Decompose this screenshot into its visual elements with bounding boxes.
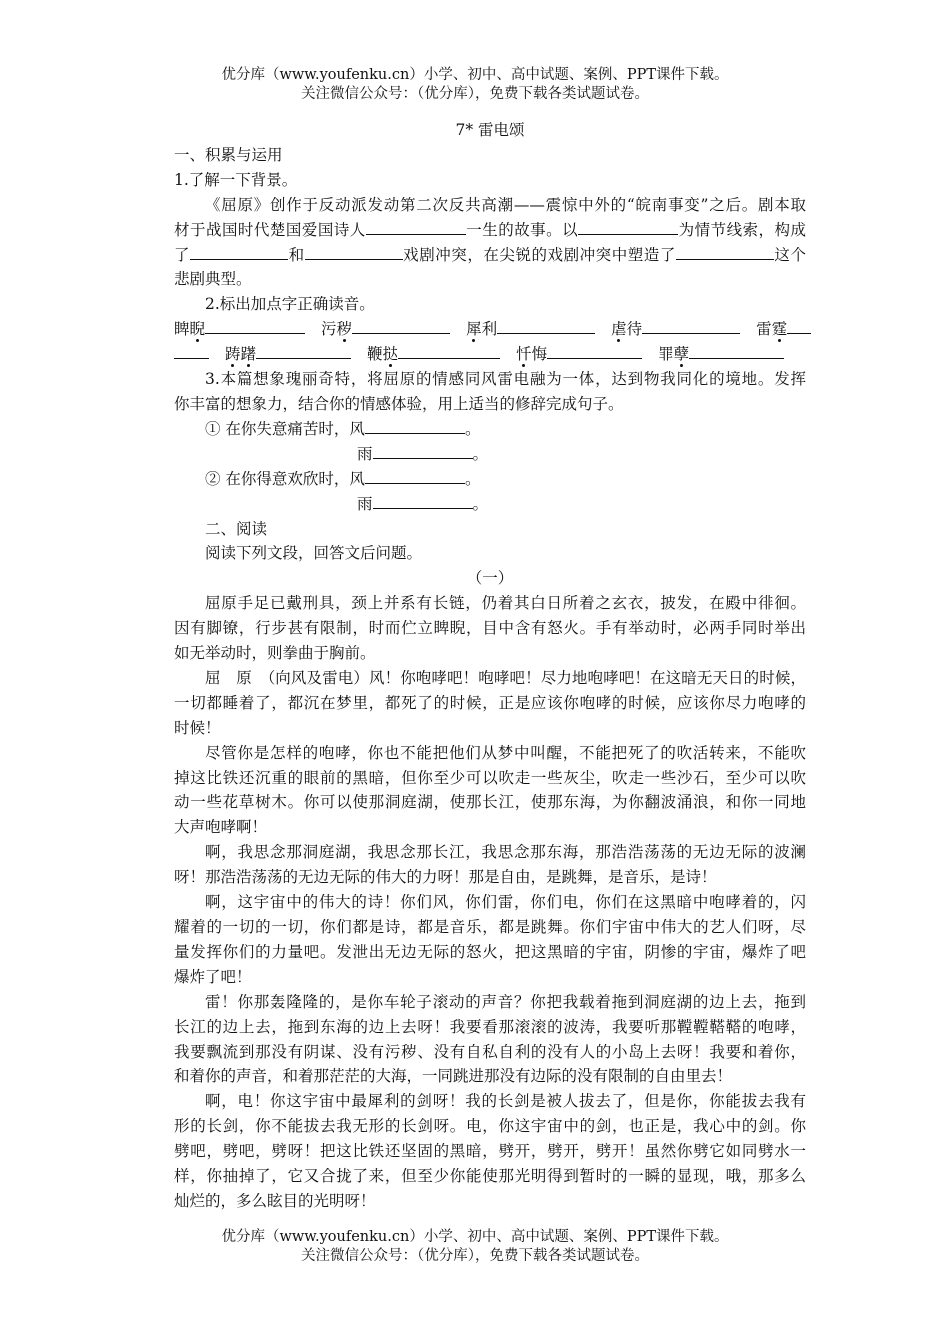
document-body <box>174 118 806 1214</box>
section-heading-1: 一、积累与运用 <box>174 145 283 164</box>
page-footer <box>0 1228 950 1266</box>
fill-blank[interactable] <box>547 343 642 359</box>
header-line-1: 优分库（www.youfenku.cn）小学、初中、高中试题、案例、PPT课件下载。 <box>221 67 729 83</box>
sentence-3: ② 在你得意欢欣时，风 。 <box>205 469 481 488</box>
fill-blank[interactable] <box>642 318 740 334</box>
word-7: 鞭挞 <box>367 345 399 364</box>
header-line-2: 关注微信公众号：（优分库），免费下载各类试题试卷。 <box>301 86 649 102</box>
passage-line: 一切都睡着了，都沉在梦里，都死了的时候，正是应该你咆哮的时候，应该你尽力咆哮的 <box>174 693 806 712</box>
q3-line-2: 你丰富的想象力，结合你的情感体验，用上适当的修辞完成句子。 <box>174 394 624 413</box>
word-8: 忏悔 <box>516 345 548 364</box>
q1-line-1: 《屈原》创作于反动派发动第二次反共高潮——震惊中外的“皖南事变”之后。剧本取 <box>205 195 806 214</box>
fill-blank[interactable] <box>689 343 784 359</box>
part-label: （一） <box>466 569 514 588</box>
passage-line: 因有脚镣，行步甚有限制，时而伫立睥睨，目中含有怒火。手有举动时，必两手同时举出 <box>174 619 806 638</box>
fill-blank[interactable] <box>578 219 678 235</box>
question-1: 1.了解一下背景。 <box>174 170 298 189</box>
passage-line: 屈 原 （向风及雷电）风！你咆哮吧！咆哮吧！尽力地咆哮吧！在这暗无天日的时候， <box>205 668 806 687</box>
page-header <box>0 66 950 104</box>
q1-line-2: 材于战国时代楚国爱国诗人 一生的故事。以 为情节线索，构成 <box>174 220 806 239</box>
passage-line: 大声咆哮啊！ <box>174 818 268 837</box>
passage-line: 动一些花草树木。你可以使那洞庭湖，使那长江，使那东海，为你翻波涌浪，和你一同地 <box>174 793 806 812</box>
passage-line: 形的长剑，你不能拔去我无形的长剑呀。电，你这宇宙中的剑，也正是，我心中的剑。你 <box>174 1117 806 1136</box>
sentence-4: 雨 。 <box>357 494 489 513</box>
pinyin-row-1 <box>174 317 806 342</box>
fill-blank[interactable] <box>365 418 465 434</box>
word-1: 睥睨 <box>174 320 206 339</box>
passage-line: 尽管你是怎样的咆哮，你也不能把他们从梦中叫醒，不能把死了的吹活转来，不能吹 <box>205 743 806 762</box>
passage-line: 掉这比铁还沉重的眼前的黑暗，但你至少可以吹走一些灰尘，吹走一些沙石，至少可以吹 <box>174 768 806 787</box>
passage-line: 灿烂的，多么眩目的光明呀！ <box>174 1191 376 1210</box>
fill-blank[interactable] <box>373 443 473 459</box>
footer-line-2: 关注微信公众号：（优分库），免费下载各类试题试卷。 <box>301 1248 649 1264</box>
fill-blank[interactable] <box>205 318 305 334</box>
fill-blank[interactable] <box>305 244 403 260</box>
passage-line: 屈原手足已戴刑具，颈上并系有长链，仍着其白日所着之玄衣，披发，在殿中徘徊。 <box>205 594 806 613</box>
q1-line-3: 了 和 戏剧冲突，在尖锐的戏剧冲突中塑造了 这个 <box>174 245 806 264</box>
word-2: 污秽 <box>321 320 353 339</box>
word-6: 踌躇 <box>225 345 257 364</box>
fill-blank[interactable] <box>398 343 500 359</box>
word-5: 雷霆 <box>756 320 788 339</box>
q3-line-1: 3.本篇想象瑰丽奇特，将屈原的情感同风雷电融为一体，达到物我同化的境地。发挥 <box>205 370 806 389</box>
passage-line: 雷！你那轰隆隆的，是你车轮子滚动的声音？你把我载着拖到洞庭湖的边上去，拖到 <box>205 992 806 1011</box>
passage-line: 和着你的声音，和着那茫茫的大海，一同跳进那没有边际的没有限制的自由里去！ <box>174 1067 733 1086</box>
document-title: 7* 雷电颂 <box>455 121 525 139</box>
word-3: 犀利 <box>466 320 498 339</box>
fill-blank[interactable] <box>174 343 209 359</box>
sentence-2: 雨 。 <box>357 444 489 463</box>
fill-blank[interactable] <box>365 468 465 484</box>
question-2: 2.标出加点字正确读音。 <box>205 295 375 314</box>
fill-blank[interactable] <box>256 343 351 359</box>
section-heading-2: 二、阅读 <box>205 519 268 538</box>
fill-blank[interactable] <box>676 244 774 260</box>
word-9: 罪孽 <box>658 345 690 364</box>
fill-blank[interactable] <box>787 318 811 334</box>
passage-line: 爆炸了吧！ <box>174 967 252 986</box>
passage-line: 如无举动时，则拳曲于胸前。 <box>174 644 376 663</box>
passage-line: 耀着的一切的一切，你们都是诗，都是音乐，都是跳舞。你们宇宙中伟大的艺人们呀，尽 <box>174 918 806 936</box>
word-4: 虐待 <box>611 320 643 339</box>
sentence-1: ① 在你失意痛苦时，风 。 <box>205 419 481 438</box>
footer-line-1: 优分库（www.youfenku.cn）小学、初中、高中试题、案例、PPT课件下载。 <box>221 1229 729 1245</box>
passage-line: 我要飘流到那没有阴谋、没有污秽、没有自私自利的没有人的小岛上去呀！我要和着你， <box>174 1042 806 1061</box>
fill-blank[interactable] <box>366 219 466 235</box>
reading-intro: 阅读下列文段，回答文后问题。 <box>205 544 423 563</box>
passage-line: 长江的边上去，拖到东海的边上去呀！我要看那滚滚的波涛，我要听那鞺鞺鞳鞳的咆哮， <box>174 1017 806 1036</box>
fill-blank[interactable] <box>190 244 288 260</box>
pinyin-row-2 <box>174 342 806 367</box>
passage-line: 啊，这宇宙中的伟大的诗！你们风，你们雷，你们电，你们在这黑暗中咆哮着的，闪 <box>205 893 806 912</box>
passage-line: 时候！ <box>174 718 221 737</box>
fill-blank[interactable] <box>497 318 595 334</box>
fill-blank[interactable] <box>352 318 450 334</box>
passage-line: 劈吧，劈吧，劈呀！把这比铁还坚固的黑暗，劈开，劈开，劈开！虽然你劈它如同劈水一 <box>174 1142 806 1161</box>
passage-line: 啊，电！你这宇宙中最犀利的剑呀！我的长剑是被人拔去了，但是你，你能拔去我有 <box>205 1092 806 1111</box>
fill-blank[interactable] <box>373 493 473 509</box>
passage-line: 呀！那浩浩荡荡的无边无际的伟大的力呀！那是自由，是跳舞，是音乐，是诗！ <box>174 868 717 887</box>
passage-line: 样，你抽掉了，它又合拢了来，但至少你能使那光明得到暂时的一瞬的显现，哦，那多么 <box>174 1167 806 1186</box>
passage-line: 量发挥你们的力量吧。发泄出无边无际的怒火，把这黑暗的宇宙，阴惨的宇宙，爆炸了吧 <box>174 942 806 961</box>
passage-line: 啊，我思念那洞庭湖，我思念那长江，我思念那东海，那浩浩荡荡的无边无际的波澜 <box>205 843 806 862</box>
q1-line-4: 悲剧典型。 <box>174 270 252 289</box>
